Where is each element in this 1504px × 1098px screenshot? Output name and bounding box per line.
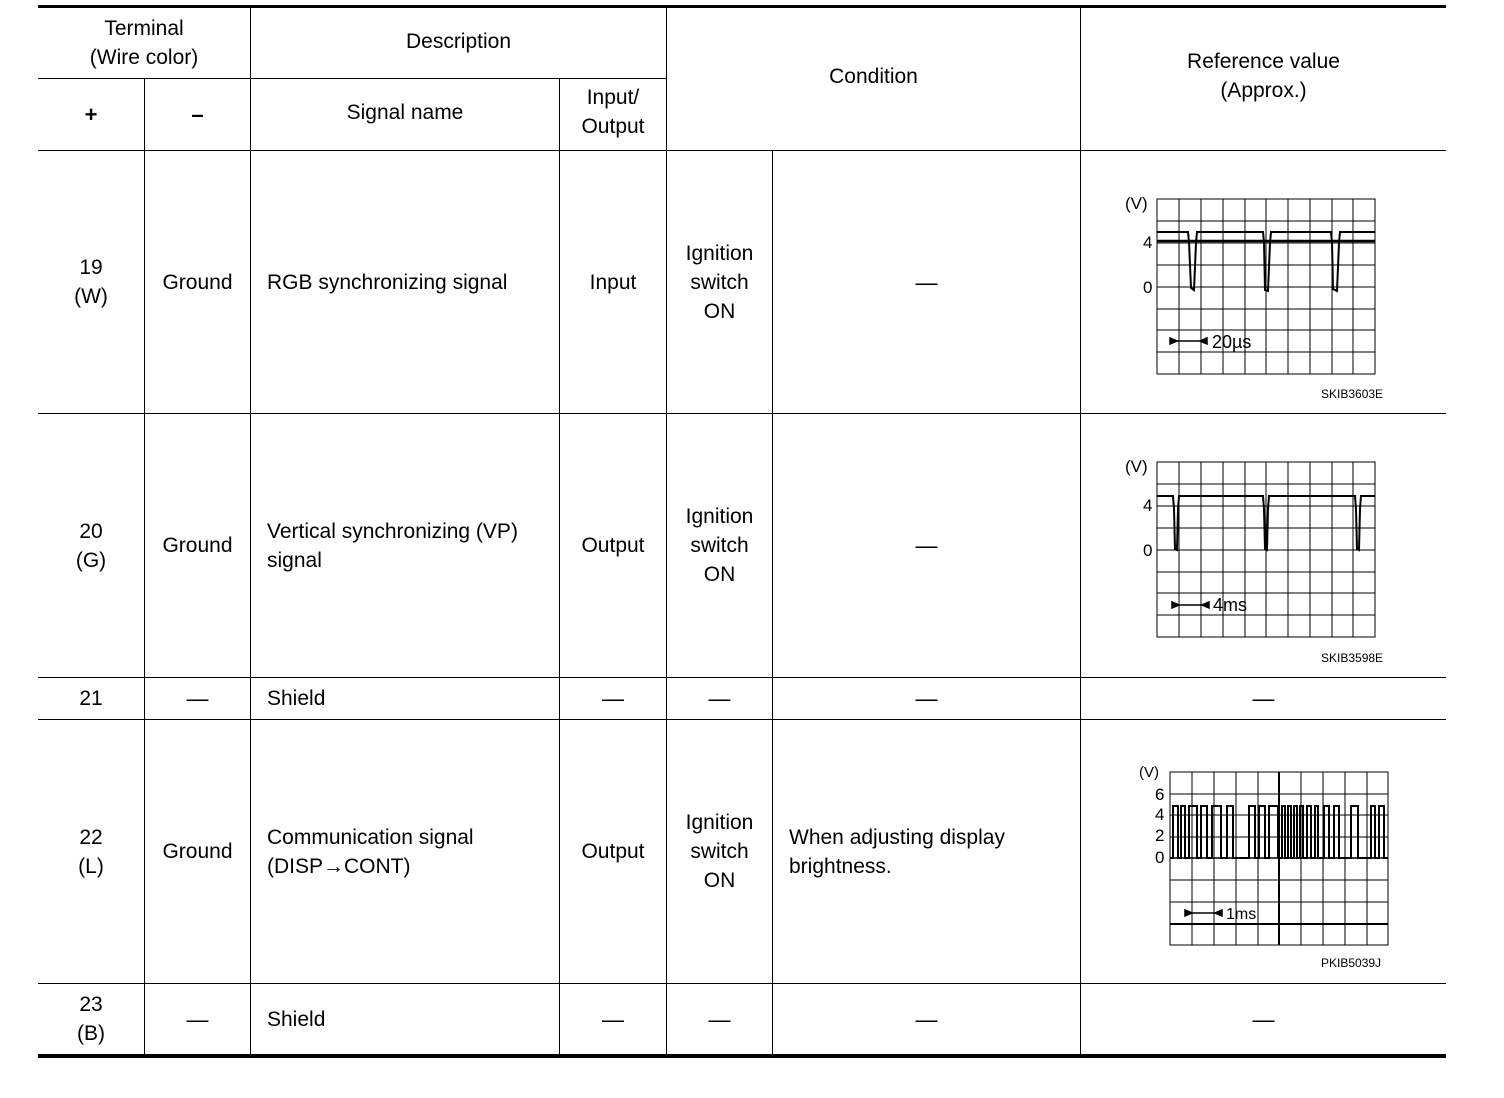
row22-condition-line2: brightness. bbox=[789, 854, 892, 878]
row22-terminal bbox=[38, 720, 144, 983]
row21-reference bbox=[1081, 678, 1446, 719]
header-condition-label: Condition bbox=[829, 64, 918, 88]
row23-condition bbox=[773, 984, 1080, 1054]
header-reference-line1: Reference value bbox=[1187, 50, 1340, 73]
header-plus-label: + bbox=[84, 102, 98, 127]
row23-ground-label: — bbox=[186, 1006, 209, 1032]
row20-unit-label: (V) bbox=[1125, 457, 1148, 476]
row21-reference-text: — bbox=[1252, 686, 1275, 711]
row19-ground bbox=[145, 151, 250, 413]
row22-switch-line3: ON bbox=[703, 869, 736, 892]
row20-terminal bbox=[38, 414, 144, 677]
row19-signal-line1: RGB synchronizing signal bbox=[267, 270, 508, 294]
row21-condition-text: — bbox=[915, 686, 938, 711]
row19-condition-text: — bbox=[915, 269, 938, 295]
row20-signal-line2: signal bbox=[267, 548, 322, 572]
row19-timebase-label: 20µs bbox=[1212, 332, 1252, 352]
row19-unit-label: (V) bbox=[1125, 194, 1148, 213]
row20-condition bbox=[773, 414, 1080, 677]
row22-signal-trace bbox=[1170, 806, 1388, 858]
header-input-output bbox=[560, 79, 666, 145]
row21-signal bbox=[251, 678, 559, 719]
row19-terminal bbox=[38, 151, 144, 413]
row19-level-label-0: 0 bbox=[1143, 278, 1153, 297]
row22-io-label: Output bbox=[581, 840, 645, 863]
header-description-label: Description bbox=[405, 29, 512, 53]
row19-switch-line1: Ignition bbox=[685, 241, 754, 265]
row23-ground bbox=[145, 984, 250, 1054]
row21-terminal-number: 21 bbox=[79, 687, 103, 710]
row20-level-label-0: 0 bbox=[1143, 541, 1153, 560]
row20-switch bbox=[667, 414, 772, 677]
row22-waveform bbox=[1081, 720, 1446, 983]
row23-reference bbox=[1081, 984, 1446, 1054]
row22-condition bbox=[773, 720, 1080, 983]
row22-signal bbox=[251, 720, 559, 983]
row22-level-label-4: 4 bbox=[1155, 805, 1165, 824]
row23-reference-text: — bbox=[1252, 1006, 1275, 1032]
row21-signal-line1: Shield bbox=[267, 687, 326, 710]
row21-io-label: — bbox=[602, 686, 624, 711]
row22-level-label-6: 6 bbox=[1155, 785, 1165, 804]
row20-signal-line1: Vertical synchronizing (VP) bbox=[267, 519, 518, 543]
header-terminal-line1: Terminal bbox=[104, 17, 184, 40]
row22-switch-line1: Ignition bbox=[685, 811, 754, 834]
row19-waveform bbox=[1081, 151, 1446, 413]
row22-terminal-color: (L) bbox=[78, 854, 104, 878]
row19-terminal-color: (W) bbox=[74, 285, 108, 308]
row22-figure-code: PKIB5039J bbox=[1321, 956, 1382, 970]
row21-condition bbox=[773, 678, 1080, 719]
row19-io-label: Input bbox=[589, 270, 637, 294]
row23-terminal bbox=[38, 984, 144, 1054]
row20-timebase-marker bbox=[1172, 602, 1209, 608]
row22-signal-line2: (DISP→CONT) bbox=[267, 854, 411, 878]
row19-signal bbox=[251, 151, 559, 413]
row23-terminal-color: (B) bbox=[77, 1022, 105, 1045]
row22-level-label-2: 2 bbox=[1155, 826, 1165, 845]
row22-terminal-number: 22 bbox=[79, 825, 103, 849]
row22-condition-line1: When adjusting display bbox=[789, 825, 1005, 849]
row23-io-label: — bbox=[602, 1006, 624, 1032]
row20-io bbox=[560, 414, 666, 677]
header-signal-name bbox=[251, 79, 559, 145]
row22-unit-label: (V) bbox=[1139, 764, 1159, 781]
row19-terminal-number: 19 bbox=[79, 256, 103, 279]
header-input-output-line2: Output bbox=[581, 115, 645, 138]
row21-ground bbox=[145, 678, 250, 719]
header-condition bbox=[667, 8, 1080, 144]
header-terminal bbox=[38, 8, 250, 78]
header-terminal-line2: (Wire color) bbox=[89, 46, 199, 69]
row20-switch-line1: Ignition bbox=[685, 505, 754, 528]
row22-ground-label: Ground bbox=[162, 840, 233, 863]
row20-io-label: Output bbox=[581, 534, 645, 557]
row19-figure-code: SKIB3603E bbox=[1321, 387, 1384, 401]
header-minus bbox=[145, 79, 250, 150]
row23-condition-text: — bbox=[915, 1006, 938, 1032]
row20-waveform bbox=[1081, 414, 1446, 677]
row22-io bbox=[560, 720, 666, 983]
row23-switch bbox=[667, 984, 772, 1054]
header-plus bbox=[38, 79, 144, 150]
row20-ground-label: Ground bbox=[162, 534, 233, 557]
row20-figure-code: SKIB3598E bbox=[1321, 651, 1384, 665]
row20-switch-line3: ON bbox=[703, 563, 736, 586]
row19-level-label-4: 4 bbox=[1143, 233, 1153, 252]
row20-ground bbox=[145, 414, 250, 677]
header-reference-line2: (Approx.) bbox=[1220, 79, 1307, 102]
row20-level-label-4: 4 bbox=[1143, 496, 1153, 515]
row22-switch-line2: switch bbox=[690, 840, 749, 863]
row22-timebase-label: 1ms bbox=[1226, 906, 1257, 923]
header-signal-name-label: Signal name bbox=[346, 100, 464, 124]
header-input-output-line1: Input/ bbox=[586, 86, 640, 109]
row23-switch-line1: — bbox=[708, 1006, 731, 1032]
row22-signal-line1: Communication signal bbox=[267, 825, 474, 849]
row22-switch bbox=[667, 720, 772, 983]
row21-terminal bbox=[38, 678, 144, 719]
row21-io bbox=[560, 678, 666, 719]
row20-condition-text: — bbox=[915, 533, 938, 558]
row20-signal bbox=[251, 414, 559, 677]
row22-timebase-marker bbox=[1185, 910, 1222, 916]
row21-switch bbox=[667, 678, 772, 719]
row22-level-label-0: 0 bbox=[1155, 848, 1165, 867]
header-description bbox=[251, 8, 666, 74]
row20-terminal-number: 20 bbox=[79, 519, 103, 543]
row23-io bbox=[560, 984, 666, 1054]
row20-terminal-color: (G) bbox=[75, 548, 107, 572]
row23-terminal-number: 23 bbox=[79, 993, 103, 1016]
row19-switch bbox=[667, 151, 772, 413]
row20-timebase-label: 4ms bbox=[1213, 595, 1248, 615]
row19-switch-line2: switch bbox=[690, 270, 749, 294]
row23-signal bbox=[251, 984, 559, 1054]
row19-grid bbox=[1157, 199, 1375, 374]
row21-ground-label: — bbox=[186, 686, 209, 711]
row22-ground bbox=[145, 720, 250, 983]
row20-switch-line2: switch bbox=[690, 534, 749, 557]
row19-condition bbox=[773, 151, 1080, 413]
row19-ground-label: Ground bbox=[162, 270, 233, 294]
header-minus-label: – bbox=[191, 102, 204, 127]
header-reference bbox=[1081, 8, 1446, 144]
row21-switch-line1: — bbox=[708, 686, 731, 711]
row19-switch-line3: ON bbox=[703, 299, 736, 323]
row23-signal-line1: Shield bbox=[267, 1007, 326, 1031]
row19-io bbox=[560, 151, 666, 413]
